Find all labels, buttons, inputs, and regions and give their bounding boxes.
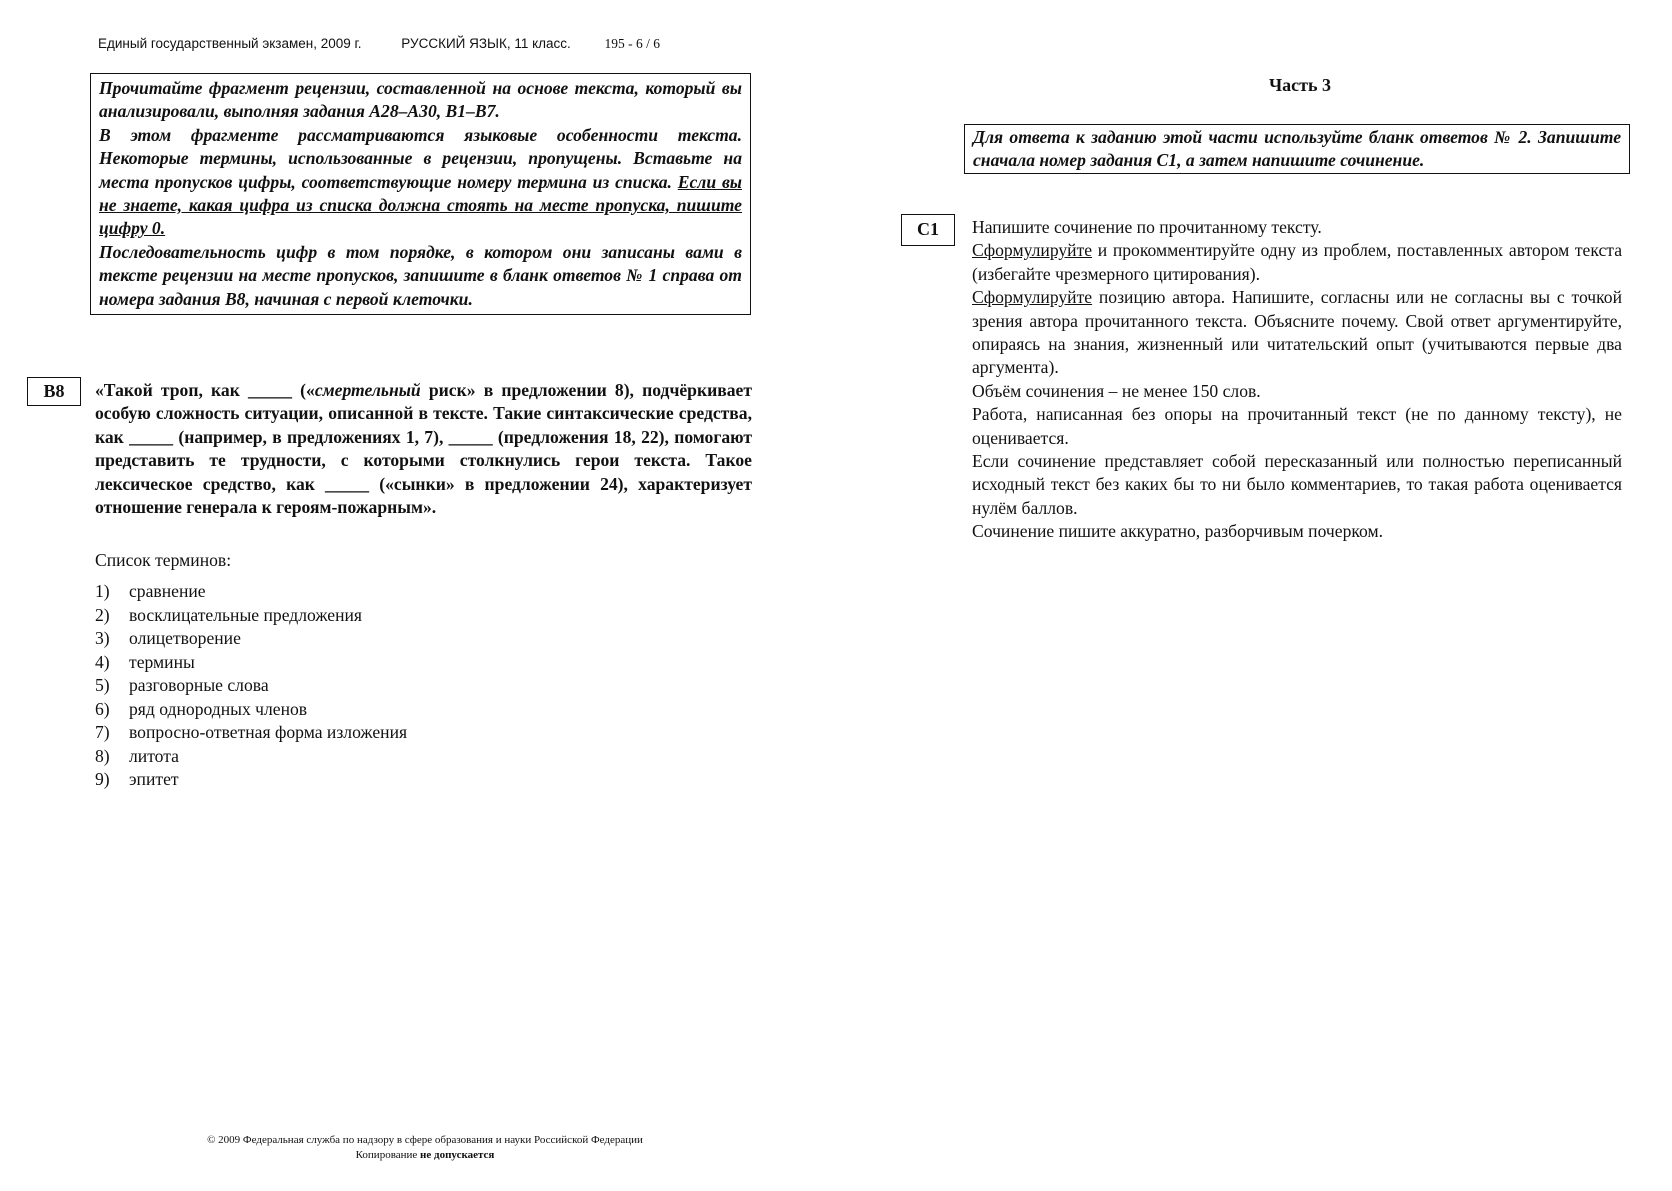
b8-review-text — [95, 379, 752, 519]
instructions-p3: Последовательность цифр в том порядке, в котором они записаны вами в тексте рецензии на месте пропусков, запишите в бланк ответов № 1 справа от номера задания В8, начиная с первой клеточки. — [99, 241, 742, 309]
c1-p3-text: позицию автора. Напишите, согласны или не согласны вы с точкой зрения автора прочитанного текста. Объясните почему. Свой ответ аргументируйте, опираясь на знания, жизненный или читательский опыт (учитываются первые два аргумента). — [972, 287, 1622, 378]
c1-p6: Если сочинение представляет собой пересказанный или полностью переписанный исходный текст без каких бы то ни было комментариев, то такая работа оценивается нулём баллов. — [972, 451, 1622, 518]
term-text: восклицательные предложения — [129, 604, 363, 625]
page-number: 195 - 6 / 6 — [604, 36, 661, 51]
term-item — [95, 698, 407, 722]
part-title: Часть 3 — [1268, 75, 1332, 95]
term-text: разговорные слова — [129, 675, 269, 695]
copy-notice-prefix: Копирование — [355, 1149, 421, 1161]
copy-notice-bold: не допускается — [420, 1149, 495, 1161]
instructions-box — [90, 73, 751, 315]
c1-p2-underlined: Сформулируйте — [972, 240, 1093, 261]
term-number: 3) — [95, 628, 110, 648]
term-item — [95, 745, 407, 769]
term-item — [95, 768, 407, 792]
subject-title: РУССКИЙ ЯЗЫК, 11 класс. — [401, 36, 571, 51]
term-number: 2) — [95, 604, 110, 625]
task-label-c1: С1 — [901, 214, 955, 246]
term-item — [95, 604, 407, 628]
c1-p5: Работа, написанная без опоры на прочитанный текст (не по данному тексту), не оценивается. — [972, 404, 1622, 448]
term-text: ряд однородных членов — [129, 698, 308, 719]
instructions-p2 — [99, 124, 742, 241]
part3-instruction-box: Для ответа к заданию этой части используйте бланк ответов № 2. Запишите сначала номер задания С1, а затем напишите сочинение. — [964, 124, 1630, 174]
instructions-p1: Прочитайте фрагмент рецензии, составленной на основе текста, который вы анализировали, выполняя задания А28–А30, В1–В7. — [99, 78, 742, 122]
c1-p3 — [972, 286, 1622, 380]
term-item — [95, 651, 407, 675]
c1-task-text — [972, 216, 1622, 544]
term-text: литота — [129, 745, 179, 766]
term-number: 7) — [95, 722, 110, 742]
c1-p2-text: и прокомментируйте одну из проблем, поставленных автором текста (избегайте чрезмерного цитирования). — [972, 240, 1622, 284]
term-item — [95, 580, 407, 604]
instructions-p2-text: В этом фрагменте рассматриваются языковые особенности текста. Некоторые термины, использованные в рецензии, пропущены. Вставьте на места пропусков цифры, соответствующие номеру термина из списка. — [99, 124, 742, 192]
term-number: 4) — [95, 651, 110, 672]
b8-text-italic: смертельный — [314, 380, 421, 400]
exam-title: Единый государственный экзамен, 2009 г. — [98, 36, 362, 51]
term-number: 9) — [95, 769, 110, 789]
c1-p4: Объём сочинения – не менее 150 слов. — [972, 380, 1261, 401]
term-text: олицетворение — [129, 628, 241, 648]
term-number: 1) — [95, 581, 110, 601]
term-number: 5) — [95, 675, 110, 695]
c1-p7: Сочинение пишите аккуратно, разборчивым почерком. — [972, 521, 1384, 542]
b8-text-part1: «Такой троп, как _____ (« — [95, 380, 315, 400]
term-number: 8) — [95, 745, 110, 766]
term-item — [95, 721, 407, 745]
term-text: сравнение — [129, 581, 206, 601]
copyright-footer — [160, 1133, 690, 1163]
term-text: эпитет — [129, 769, 179, 789]
term-text: термины — [129, 651, 195, 672]
term-text: вопросно-ответная форма изложения — [129, 722, 408, 742]
term-number: 6) — [95, 698, 110, 719]
terms-list — [95, 580, 407, 792]
term-item — [95, 627, 407, 651]
c1-p3-underlined: Сформулируйте — [972, 287, 1093, 308]
b8-text-part2: риск» в предложении 8), подчёркивает особую сложность ситуации, описанной в тексте. Такие синтаксические средства, как _____ (например, в предложениях 1, 7), _____ (предложения 18, 22), помогают представить те трудности, с которыми столкнулись герои текста. Такое лексическое средство, как _____ («сынки» в предложении 24), характеризует отношение генерала к героям-пожарным». — [95, 380, 752, 518]
task-label-b8: В8 — [27, 377, 81, 406]
c1-p2 — [972, 239, 1622, 286]
terms-list-title: Список терминов: — [95, 550, 232, 570]
copy-notice — [160, 1148, 690, 1163]
copyright-line: © 2009 Федеральная служба по надзору в сфере образования и науки Российской Федерации — [207, 1134, 643, 1146]
c1-p1: Напишите сочинение по прочитанному тексту. — [972, 217, 1322, 237]
term-item — [95, 674, 407, 698]
page-header — [98, 36, 660, 52]
instructions-p2-underlined: Если вы не знаете, какая цифра из списка должна стоять на месте пропуска, пишите цифру 0. — [99, 171, 743, 239]
